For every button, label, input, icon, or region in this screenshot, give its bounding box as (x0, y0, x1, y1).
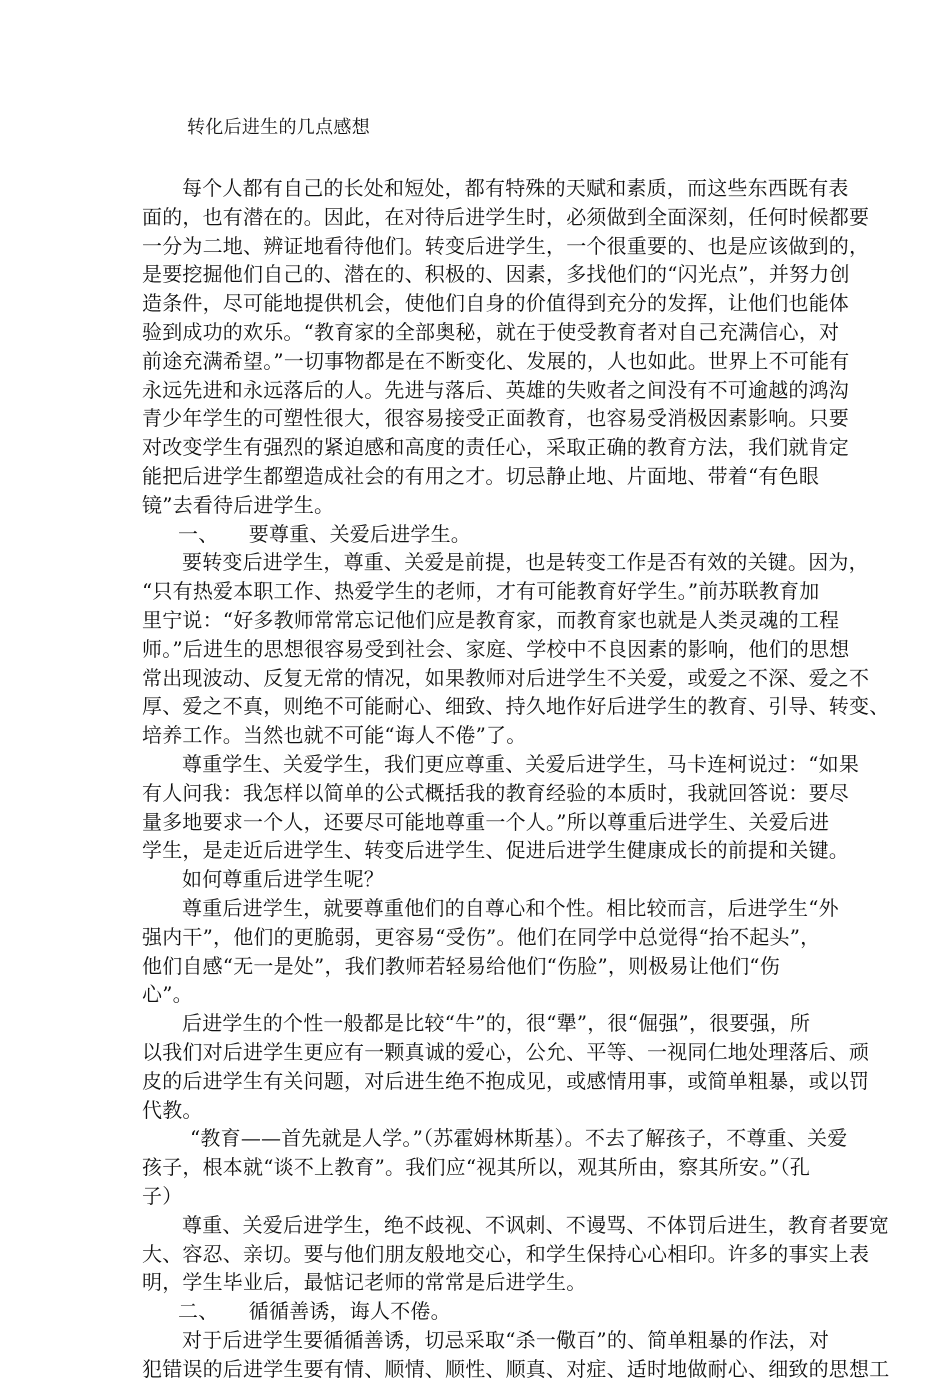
text-line: 常出现波动、反复无常的情况，如果教师对后进学生不关爱，或爱之不深、爱之不 (142, 666, 870, 690)
text-line: 造条件，尽可能地提供机会，使他们自身的价值得到充分的发挥，让他们也能体 (142, 291, 849, 315)
text-line: 犯错误的后进学生要有情、顺情、顺性、顺真、对症、适时地做耐心、细致的思想工 (142, 1357, 890, 1381)
text-line: 二、 循循善诱，诲人不倦。 (178, 1299, 451, 1323)
text-line: 面的，也有潜在的。因此，在对待后进学生时，必须做到全面深刻，任何时候都要 (142, 205, 870, 229)
text-line: 代教。 (142, 1098, 203, 1122)
text-line: 尊重后进学生，就要尊重他们的自尊心和个性。相比较而言，后进学生“外 (182, 896, 839, 920)
text-line: 孩子，根本就“谈不上教育”。我们应“视其所以，观其所由，察其所安。”（孔 (142, 1155, 811, 1179)
text-line: 是要挖掘他们自己的、潜在的、积极的、因素，多找他们的“闪光点”，并努力创 (142, 262, 850, 286)
text-line: 一、 要尊重、关爱后进学生。 (178, 522, 471, 546)
text-line: 尊重学生、关爱学生，我们更应尊重、关爱后进学生，马卡连柯说过：“如果 (182, 752, 860, 776)
text-line: 子） (142, 1184, 183, 1208)
text-line: 如何尊重后进学生呢？ (182, 867, 384, 891)
text-line: 量多地要求一个人，还要尽可能地尊重一个人。”所以尊重后进学生、关爱后进 (142, 810, 830, 834)
text-line: 要转变后进学生，尊重、关爱是前提，也是转变工作是否有效的关键。因为， (182, 550, 869, 574)
page-title: 转化后进生的几点感想 (187, 117, 370, 138)
text-line: 他们自感“无一是处”，我们教师若轻易给他们“伤脸”，则极易让他们“伤 (142, 954, 780, 978)
text-line: 以我们对后进学生更应有一颗真诚的爱心，公允、平等、一视同仁地处理落后、顽 (142, 1040, 870, 1064)
text-line: “只有热爱本职工作、热爱学生的老师，才有可能教育好学生。”前苏联教育加 (142, 579, 820, 603)
text-line: 能把后进学生都塑造成社会的有用之才。切忌静止地、片面地、带着“有色眼 (142, 464, 820, 488)
text-line: 对改变学生有强烈的紧迫感和高度的责任心，采取正确的教育方法，我们就肯定 (142, 435, 849, 459)
text-line: 验到成功的欢乐。“教育家的全部奥秘，就在于使受教育者对自己充满信心，对 (142, 320, 840, 344)
text-line: 师。”后进生的思想很容易受到社会、家庭、学校中不良因素的影响，他们的思想 (142, 637, 850, 661)
text-line: 尊重、关爱后进学生，绝不歧视、不讽刺、不谩骂、不体罚后进生，教育者要宽 (182, 1213, 889, 1237)
text-line: 后进学生的个性一般都是比较“牛”的，很“犟”，很“倔强”，很要强，所 (182, 1011, 811, 1035)
text-line: 一分为二地、辨证地看待他们。转变后进学生，一个很重要的、也是应该做到的， (142, 234, 870, 258)
text-line: 对于后进学生要循循善诱，切忌采取“杀一儆百”的、简单粗暴的作法，对 (182, 1328, 830, 1352)
text-line: 大、容忍、亲切。要与他们朋友般地交心，和学生保持心心相印。许多的事实上表 (142, 1242, 870, 1266)
text-line: 培养工作。当然也就不可能“诲人不倦”了。 (142, 723, 527, 747)
text-line: 强内干”，他们的更脆弱，更容易“受伤”。他们在同学中总觉得“抬不起头”， (142, 925, 821, 949)
text-line: 青少年学生的可塑性很大，很容易接受正面教育，也容易受消极因素影响。只要 (142, 406, 849, 430)
text-line: 心”。 (142, 982, 193, 1006)
text-line: 皮的后进学生有关问题，对后进生绝不抱成见，或感情用事，或简单粗暴，或以罚 (142, 1069, 870, 1093)
text-line: 厚、爱之不真，则绝不可能耐心、细致、持久地作好后进学生的教育、引导、转变、 (142, 694, 890, 718)
text-line: 前途充满希望。”一切事物都是在不断变化、发展的，人也如此。世界上不可能有 (142, 349, 850, 373)
text-line: 每个人都有自己的长处和短处，都有特殊的天赋和素质，而这些东西既有表 (182, 176, 849, 200)
text-line: 学生，是走近后进学生、转变后进学生、促进后进学生健康成长的前提和关键。 (142, 838, 849, 862)
text-line: 里宁说：“好多教师常常忘记他们应是教育家，而教育家也就是人类灵魂的工程 (142, 608, 840, 632)
text-line: 镜”去看待后进学生。 (142, 493, 335, 517)
text-line: “教育——首先就是人学。”（苏霍姆林斯基）。不去了解孩子，不尊重、关爱 (190, 1126, 848, 1150)
text-line: 永远先进和永远落后的人。先进与落后、英雄的失败者之间没有不可逾越的鸿沟 (142, 378, 849, 402)
text-line: 有人问我：我怎样以简单的公式概括我的教育经验的本质时，我就回答说：要尽 (142, 781, 849, 805)
text-line: 明，学生毕业后，最惦记老师的常常是后进学生。 (142, 1270, 587, 1294)
